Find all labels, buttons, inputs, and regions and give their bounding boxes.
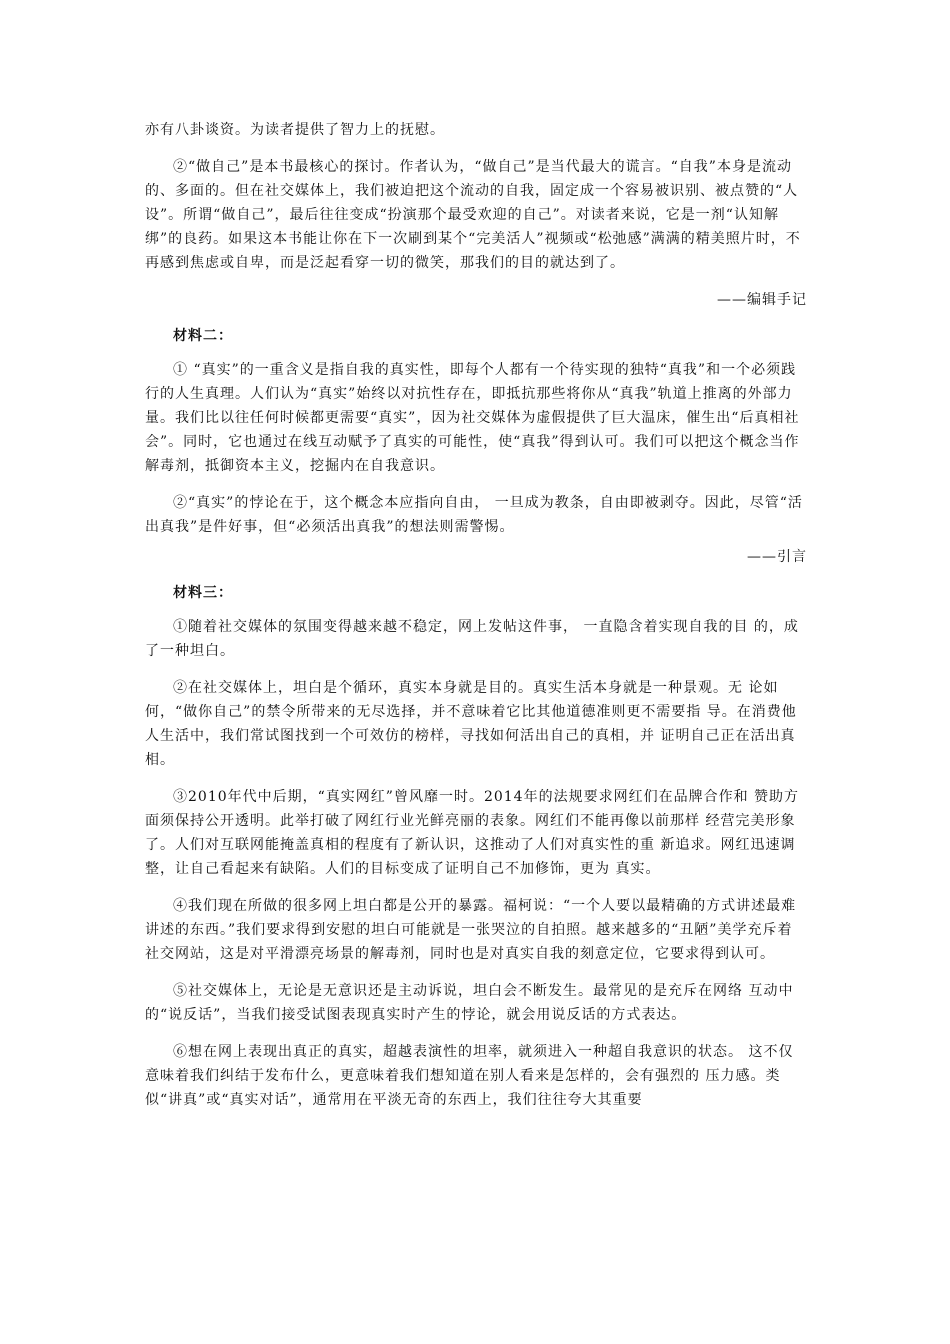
material2-heading: 材料二： (173, 328, 233, 344)
material3-paragraph-3: ③2010年代中后期，“真实网红”曾风靡一时。2014年的法规要求网红们在品牌合作和 赞助方面须保持公开透明。此举打破了网红行业光鲜亮丽的表象。网红们不能再像以前那样 经营完美形象了。人们对互联网能掩盖真相的程度有了新认识，这推动了人们对真实性的重 新追求。网红迅速调整，让自己看起来有缺陷。人们的目标变成了证明自己不加修饰，更为 真实。 (145, 789, 800, 877)
material3-heading: 材料三： (173, 585, 233, 601)
material3-paragraph-4: ④我们现在所做的很多网上坦白都是公开的暴露。福柯说：“一个人要以最精确的方式讲述最难讲述的东西。”我们要求得到安慰的坦白可能就是一张哭泣的自拍照。越来越多的“丑陋”美学充斥着社交网站，这是对平滑漂亮场景的解毒剂，同时也是对真实自我的刻意定位，它要求得到认可。 (145, 898, 797, 962)
material2-paragraph-1: ① “真实”的一重含义是指自我的真实性，即每个人都有一个待实现的独特“真我”和一个必须践行的人生真理。人们认为“真实”始终以对抗性存在，即抵抗那些将你从“真我”轨道上推离的外部力量。我们比以往任何时候都更需要“真实”，因为社交媒体为虚假提供了巨大温床，催生出“后真相社会”。同时，它也通过在线互动赋予了真实的可能性，使“真我”得到认可。我们可以把这个概念当作解毒剂，抵御资本主义，挖掘内在自我意识。 (145, 362, 800, 474)
material1-paragraph-2: ②“做自己”是本书最核心的探讨。作者认为，“做自己”是当代最大的谎言。“自我”本身是流动的、多面的。但在社交媒体上，我们被迫把这个流动的自我，固定成一个容易被识别、被点赞的“人设”。所谓“做自己”，最后往往变成“扮演那个最受欢迎的自己”。对读者来说，它是一剂“认知解绑”的良药。如果这本书能让你在下一次刷到某个“完美活人”视频或“松弛感”满满的精美照片时，不再感到焦虑或自卑，而是泛起看穿一切的微笑，那我们的目的就达到了。 (145, 159, 801, 271)
material1-source: ——编辑手记 (717, 292, 807, 308)
material3-paragraph-6: ⑥想在网上表现出真正的真实，超越表演性的坦率，就须进入一种超自我意识的状态。 这不仅意味着我们纠结于发布什么，更意味着我们想知道在别人看来是怎样的，会有强烈的 压力感。类似“讲真”或“真实对话”，通常用在平淡无奇的东西上，我们往往夸大其重要 (145, 1044, 794, 1108)
document-body (145, 118, 807, 1125)
material2-source: ——引言 (747, 549, 807, 565)
material3-paragraph-2: ②在社交媒体上，坦白是个循环，真实本身就是目的。真实生活本身就是一种景观。无 论如何，“做你自己”的禁令所带来的无尽选择，并不意味着它比其他道德准则更不需要指 导。在消费他人生活中，我们常试图找到一个可效仿的榜样，寻找如何活出自己的真相，并 证明自己正在活出真相。 (145, 680, 797, 768)
material3-paragraph-5: ⑤社交媒体上，无论是无意识还是主动诉说，坦白会不断发生。最常见的是充斥在网络 互动中的“说反话”，当我们接受试图表现真实时产生的悖论，就会用说反话的方式表达。 (145, 983, 794, 1023)
material2-paragraph-2: ②“真实”的悖论在于，这个概念本应指向自由， 一旦成为教条，自由即被剥夺。因此，尽管“活出真我”是件好事，但“必须活出真我”的想法则需警惕。 (145, 495, 803, 535)
material3-paragraph-1: ①随着社交媒体的氛围变得越来越不稳定，网上发帖这件事， 一直隐含着实现自我的目 的，成了一种坦白。 (145, 619, 799, 659)
material1-paragraph-continued: 亦有八卦谈资。为读者提供了智力上的抚慰。 (145, 122, 445, 138)
